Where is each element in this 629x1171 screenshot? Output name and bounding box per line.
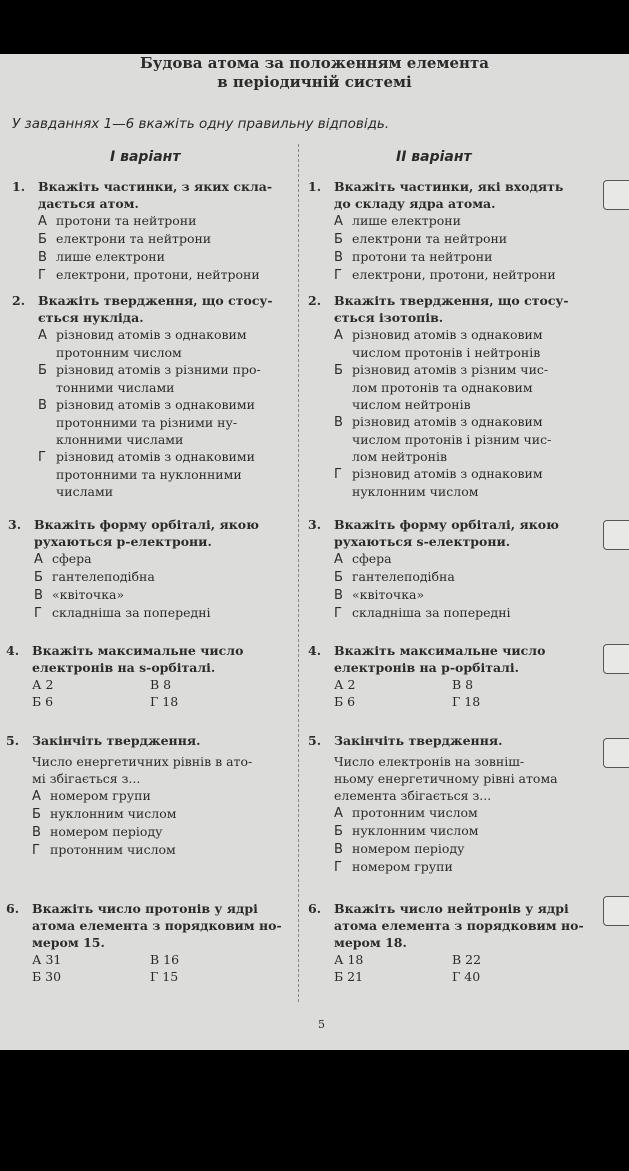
v1-q3-option-d[interactable]: Г складніша за попередні — [34, 605, 211, 621]
v2-q1-option-b[interactable]: Б електрони та нейтрони — [334, 231, 508, 247]
v1-q2-option-a[interactable]: А різновид атомів з однаковим — [38, 327, 247, 343]
v1-q1-option-b[interactable]: Б електрони та нейтрони — [38, 231, 212, 247]
v1-q5-option-a[interactable]: А номером групи — [32, 788, 151, 804]
v1-q4-option-d[interactable]: Г 18 — [150, 694, 179, 709]
v1-q5-option-b[interactable]: Б нуклонним числом — [32, 806, 177, 822]
v2-q2-option-d[interactable]: Г різновид атомів з однаковим — [334, 466, 543, 482]
v2-q4-option-b[interactable]: Б 6 — [334, 694, 356, 709]
v1-q5-option-d[interactable]: Г протонним числом — [32, 842, 176, 858]
v1-q2-option-d[interactable]: Г різновид атомів з однаковими — [38, 449, 255, 465]
v2-question-3: 3. Вкажіть форму орбіталі, якою рухаються s-електрони. А сфера Б гантелеподібна В «квіточка» Г складніша за попередні — [308, 516, 600, 622]
v1-q2-option-c[interactable]: В різновид атомів з однаковими — [38, 397, 255, 413]
v1-q3-option-c[interactable]: В «квіточка» — [34, 587, 125, 603]
v1-q4-option-b[interactable]: Б 6 — [32, 694, 54, 709]
v2-q5-option-a[interactable]: А протонним числом — [334, 805, 478, 821]
v2-q2-option-a[interactable]: А різновид атомів з однаковим — [334, 327, 543, 343]
textbook-page: Будова атома за положенням елемента в періодичній системі У завданнях 1—6 вкажіть одну правильну відповідь. І варіант ІІ варіант 1. Вкажіть частинки, з яких скла- дається атом. А протони та нейтрони Б електрони та нейтрони В лише електрони Г електрони, протони, нейтрони 2. Вкажіть твердження, що стосу- ється нукліда. А різновид атомів з однаковим протонним числом Б різновид атомів з різними про- тонними числами В різновид атомів з однаковими протонними та різними ну- клонними числами Г різновид атомів з однаковими протонними та нуклонними числами 3. Вкажіть форму орбіталі, якою рухаються p-електрони. А сфера Б гантелеподібна В «квіточка» Г складніша за попередні 4. Вкажіть максимальне число електронів на s-орбіталі. А 2 В 8 Б 6 Г 18 5. Закінчіть твердження. Число енергетичних рівнів в ато- мі збігається з... А номером групи Б нуклонним числом В номером періоду Г протонним числом 6. Вкажіть число протонів у ядрі атома елемента з порядковим но- мером 15. А 31 В 16 Б 30 Г 15 1. Вкажіть частинки, які входять до складу ядра атома. А лише електрони Б електрони та нейтрони В протони та нейтрони Г електрони, протони, нейтрони 2. Вкажіть твердження, що стосу- ється ізотопів. А різновид атомів з однаковим числом протонів і нейтронів Б різновид атомів з різним чис- лом протонів та однаковим числом нейтронів В різновид атомів з однаковим числом протонів і різним чис- лом нейтронів Г різновид атомів з однаковим нуклонним числом 3. Вкажіть форму орбіталі, якою рухаються s-електрони. А сфера Б гантелеподібна В «квіточка» Г складніша за попередні 4. Вкажіть максимальне число електронів на p-орбіталі. А 2 В 8 Б 6 Г 18 5. Закінчіть твердження. Число електронів на зовніш- ньому енергетичному рівні атома елемента збігається з... А протонним числом Б нуклонним числом В номером періоду Г номером групи 6. Вкажіть число нейтронів у ядрі атома елемента з порядковим но- мером 18. А 18 В 22 Б 21 Г 40 5 — [0, 54, 629, 1050]
v1-q1-option-d[interactable]: Г електрони, протони, нейтрони — [38, 267, 260, 283]
v1-q4-option-a[interactable]: А 2 — [32, 677, 54, 692]
v2-q1-option-c[interactable]: В протони та нейтрони — [334, 249, 493, 265]
v1-q6-option-a[interactable]: А 31 — [32, 952, 62, 967]
v2-q4-option-d[interactable]: Г 18 — [452, 694, 481, 709]
v1-question-5: 5. Закінчіть твердження. Число енергетичних рівнів в ато- мі збігається з... А номером групи Б нуклонним числом В номером періоду Г протонним числом — [6, 732, 292, 859]
v2-q4-option-a[interactable]: А 2 — [334, 677, 356, 692]
v2-question-5: 5. Закінчіть твердження. Число електронів на зовніш- ньому енергетичному рівні атома елемента збігається з... А протонним числом Б нуклонним числом В номером періоду Г номером групи — [308, 732, 600, 876]
v1-q6-option-d[interactable]: Г 15 — [150, 969, 179, 984]
v2-q3-option-a[interactable]: А сфера — [334, 551, 392, 567]
v1-question-1: 1. Вкажіть частинки, з яких скла- дається атом. А протони та нейтрони Б електрони та нейтрони В лише електрони Г електрони, протони, нейтрони — [12, 178, 292, 284]
answer-box-4[interactable] — [603, 644, 629, 674]
answer-box-6[interactable] — [603, 896, 629, 926]
v1-q1-option-c[interactable]: В лише електрони — [38, 249, 165, 265]
v1-question-3: 3. Вкажіть форму орбіталі, якою рухаються p-електрони. А сфера Б гантелеподібна В «квіточка» Г складніша за попередні — [8, 516, 292, 622]
answer-box-3[interactable] — [603, 520, 629, 550]
v2-q4-option-c[interactable]: В 8 — [452, 677, 474, 692]
v1-q6-option-c[interactable]: В 16 — [150, 952, 180, 967]
v2-question-1: 1. Вкажіть частинки, які входять до складу ядра атома. А лише електрони Б електрони та нейтрони В протони та нейтрони Г електрони, протони, нейтрони — [308, 178, 600, 284]
variant-1-heading: І варіант — [110, 149, 181, 165]
column-divider — [298, 144, 299, 1002]
v2-q5-option-c[interactable]: В номером періоду — [334, 841, 465, 857]
v2-q2-option-b[interactable]: Б різновид атомів з різним чис- — [334, 362, 549, 378]
variant-2-heading: ІІ варіант — [396, 149, 472, 165]
v2-q6-option-c[interactable]: В 22 — [452, 952, 482, 967]
v2-q3-option-b[interactable]: Б гантелеподібна — [334, 569, 455, 585]
v2-q1-option-a[interactable]: А лише електрони — [334, 213, 461, 229]
v1-q6-option-b[interactable]: Б 30 — [32, 969, 62, 984]
answer-box-5[interactable] — [603, 738, 629, 768]
v2-q6-option-a[interactable]: А 18 — [334, 952, 364, 967]
answer-box-1[interactable] — [603, 180, 629, 210]
v2-q6-option-b[interactable]: Б 21 — [334, 969, 364, 984]
v1-q4-option-c[interactable]: В 8 — [150, 677, 172, 692]
v2-q1-option-d[interactable]: Г електрони, протони, нейтрони — [334, 267, 556, 283]
v1-q2-option-b[interactable]: Б різновид атомів з різними про- — [38, 362, 261, 378]
v1-question-2: 2. Вкажіть твердження, що стосу- ється нукліда. А різновид атомів з однаковим протонним числом Б різновид атомів з різними про- тонними числами В різновид атомів з однаковими протонними та різними ну- клонними числами Г різновид атомів з однаковими протонними та нуклонними числами — [12, 292, 292, 500]
v2-question-6: 6. Вкажіть число нейтронів у ядрі атома елемента з порядковим но- мером 18. А 18 В 22 Б 21 Г 40 — [308, 901, 584, 984]
v1-q1-option-a[interactable]: А протони та нейтрони — [38, 213, 197, 229]
v1-q3-option-b[interactable]: Б гантелеподібна — [34, 569, 155, 585]
v1-q5-option-c[interactable]: В номером періоду — [32, 824, 163, 840]
v1-question-6: 6. Вкажіть число протонів у ядрі атома елемента з порядковим но- мером 15. А 31 В 16 Б 30 Г 15 — [6, 901, 282, 984]
v2-q3-option-c[interactable]: В «квіточка» — [334, 587, 425, 603]
v2-question-4: 4. Вкажіть максимальне число електронів на p-орбіталі. А 2 В 8 Б 6 Г 18 — [308, 642, 600, 710]
v2-question-2: 2. Вкажіть твердження, що стосу- ється ізотопів. А різновид атомів з однаковим числом протонів і нейтронів Б різновид атомів з різним чис- лом протонів та однаковим числом нейтронів В різновид атомів з однаковим числом протонів і різним чис- лом нейтронів Г різновид атомів з однаковим нуклонним числом — [308, 292, 600, 500]
v2-q6-option-d[interactable]: Г 40 — [452, 969, 481, 984]
v2-q2-option-c[interactable]: В різновид атомів з однаковим — [334, 414, 543, 430]
v2-q5-option-d[interactable]: Г номером групи — [334, 859, 453, 875]
instruction: У завданнях 1—6 вкажіть одну правильну відповідь. — [12, 116, 390, 132]
page-number: 5 — [318, 1018, 325, 1031]
v2-q3-option-d[interactable]: Г складніша за попередні — [334, 605, 511, 621]
v1-q3-option-a[interactable]: А сфера — [34, 551, 92, 567]
v1-question-4: 4. Вкажіть максимальне число електронів на s-орбіталі. А 2 В 8 Б 6 Г 18 — [6, 642, 292, 710]
v2-q5-option-b[interactable]: Б нуклонним числом — [334, 823, 479, 839]
